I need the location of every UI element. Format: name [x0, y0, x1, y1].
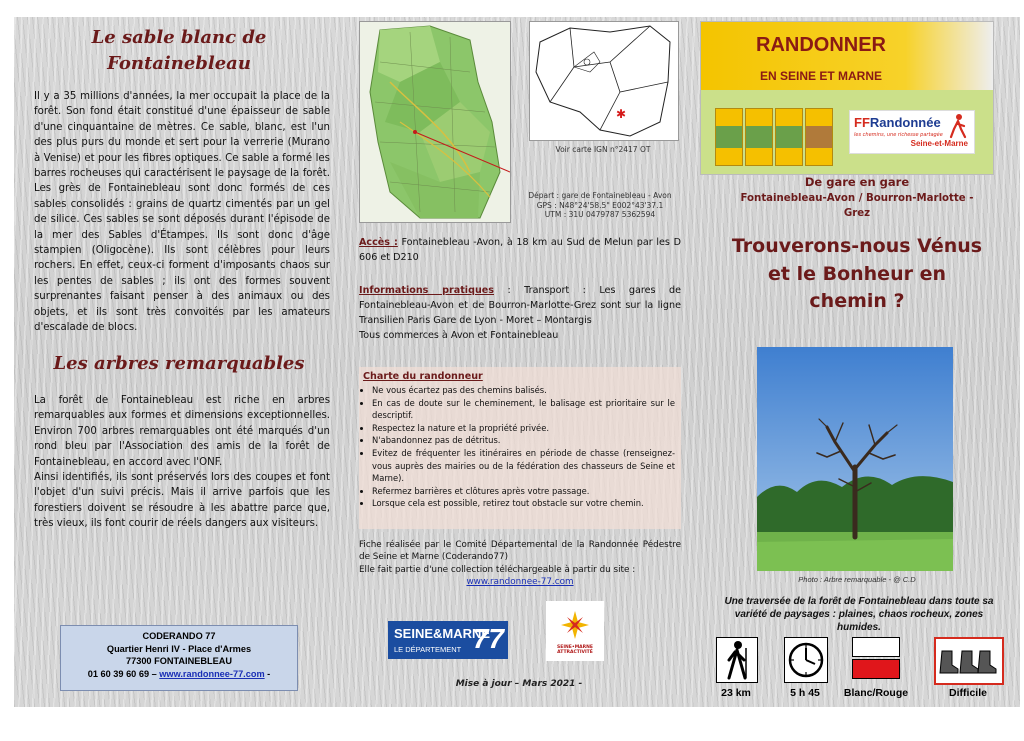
route-stats — [712, 637, 1012, 707]
route-title-block — [694, 175, 1020, 221]
gare-title: De gare en gare — [804, 175, 910, 189]
balisage-red-stripe — [852, 659, 900, 679]
contact-address: Quartier Henri IV - Place d'Armes — [106, 643, 252, 654]
fiche-website-link[interactable]: www.randonnee-77.com — [466, 577, 574, 588]
seine-et-marne-logo: SEINE&MARNE LE DÉPARTEMENT 77 — [388, 621, 508, 659]
ffrandonnee-logo: FFRandonnée les chemins, une richesse partagée Seine-et-Marne — [849, 110, 975, 154]
route-map — [359, 21, 511, 223]
topoguide-cover — [715, 108, 743, 166]
left-column — [14, 17, 344, 707]
cover-title: RANDONNER — [756, 34, 886, 56]
info-label: Informations pratiques — [359, 285, 494, 296]
contact-phone: 01 60 39 60 69 – — [87, 668, 160, 679]
contact-line: 01 60 39 60 69 – www.randonnee-77.com - — [87, 668, 271, 679]
distance-label: 23 km — [721, 687, 751, 699]
list-item: • En cas de doute sur le cheminement, le balisage est prioritaire sur le descriptif. — [372, 397, 675, 422]
topoguide-cover — [805, 108, 833, 166]
list-item: • Ne vous écartez pas des chemins balisés. — [372, 384, 675, 397]
main-title: Trouverons-nous Vénus et le Bonheur en chemin ? — [731, 235, 983, 312]
middle-column — [354, 17, 684, 707]
charte-list — [359, 384, 681, 510]
traversee-text: Une traversée de la forêt de Fontainebleau dans toute sa variété de paysages : plaines, chaos rocheux, zones humides. — [724, 596, 994, 634]
list-item: • N'abandonnez pas de détritus. — [372, 434, 675, 447]
ign-caption: Voir carte IGN n°2417 OT — [555, 145, 651, 154]
list-item: • Respectez la nature et la propriété privée. — [372, 422, 675, 435]
contact-website-link[interactable]: www.randonnee-77.com — [159, 668, 265, 679]
depart-info: Départ : gare de Fontainebleau - Avon GPS : N48°24'58.5" E002°43'37.1 UTM : 31U 0479787 5362594 — [528, 191, 672, 219]
arbres-text-1: La forêt de Fontainebleau est riche en arbres remarquables aux formes et dimensions exceptionnelles. Environ 700 arbres remarquables ont été marqués d'un rond bleu par l'Association des amis de la forêt de Fontainebleau, en accord avec l'ONF. — [34, 395, 330, 468]
attractivite-logo: SEINE•MARNE ATTRACTIVITÉ — [546, 601, 604, 661]
remarkable-tree-photo — [757, 347, 953, 571]
acces-label: Accès : — [359, 237, 398, 248]
difficulte-label: Difficile — [949, 687, 987, 699]
update-date: Mise à jour – Mars 2021 - — [455, 679, 583, 689]
right-column — [694, 17, 1020, 707]
balisage-label: Blanc/Rouge — [843, 687, 909, 699]
acces-block: Accès : Fontainebleau -Avon, à 18 km au Sud de Melun par les D 606 et D210 — [359, 237, 681, 263]
topoguide-cover — [745, 108, 773, 166]
svg-text:✱: ✱ — [616, 107, 627, 121]
hiker-icon — [716, 637, 758, 683]
brochure-page — [14, 17, 1020, 707]
list-item: • Refermez barrières et clôtures après votre passage. — [372, 485, 675, 498]
info-block: Informations pratiques : Transport : Les gares de Fontainebleau-Avon et de Bourron-Marlotte-Grez sont sur la ligne Transilien Paris Gare de Lyon - Moret – Montargis Tous commerces à Avon et Fontainebleau — [359, 285, 681, 341]
list-item: • Lorsque cela est possible, retirez tout obstacle sur votre chemin. — [372, 497, 675, 510]
contact-box — [60, 625, 298, 691]
sable-text: Il y a 35 millions d'années, la mer occupait la place de la forêt. Son fond était constitué d'une épaisseur de sable d'une cinquantaine de mètres. Ce sable, blanc, est l'un des plus purs du monde et sert pour la verrerie (Murano à Venise) et pour les fibres optiques. Ce sable a formé les barres rocheuses qui caractérisent le paysage de la forêt. Les grès de Fontainebleau sont donc formés de ces sables consolidés : grains de quartz cimentés par un gel de silice. Ces sables se sont déposés durant l'épisode de la mer des Sables d'Étampes. Ils sont donc d'âge stampien (Oligocène). Ils sont célèbres pour leurs rochers. En effet, ceux-ci forment d'imposants chaos sur les pentes de sables ; ils ont des formes souvent surprenantes faisant penser à des animaux ou des objets, et ils sont très convoités par les amateurs d'escalade de blocs. — [34, 91, 330, 334]
charte-title: Charte du randonneur — [363, 371, 483, 382]
fiche-block: Fiche réalisée par le Comité Départemental de la Randonnée Pédestre de Seine et Marne (Coderando77) Elle fait partie d'une collection téléchargeable à partir du site : www.randonnee-77.com — [359, 540, 681, 588]
contact-name: CODERANDO 77 — [142, 631, 216, 641]
sable-title: Le sable blanc de Fontainebleau — [91, 27, 267, 74]
hiker-logo-icon — [948, 113, 968, 139]
charte-box — [359, 367, 681, 529]
arbres-title: Les arbres remarquables — [53, 353, 305, 374]
boots-icon — [934, 637, 1004, 685]
topoguide-cover — [775, 108, 803, 166]
cover-banner — [700, 21, 994, 175]
balisage-white-stripe — [852, 637, 900, 657]
photo-caption: Photo : Arbre remarquable - @ C.D — [798, 575, 916, 584]
gare-subtitle: Fontainebleau-Avon / Bourron-Marlotte - Grez — [740, 193, 974, 219]
cover-subtitle: EN SEINE ET MARNE — [759, 69, 882, 83]
ile-de-france-map — [529, 21, 679, 141]
contact-city: 77300 FONTAINEBLEAU — [125, 656, 233, 667]
list-item: • Evitez de fréquenter les itinéraires en période de chasse (renseignez-vous auprès des mairies ou de la fédération des chasseurs de Seine et Marne). — [372, 447, 675, 485]
maps-area — [359, 21, 681, 249]
arbres-text-2: Ainsi identifiés, ils sont préservés lors des coupes et font l'objet d'un suivi précis. Mais il arrive parfois que les forestiers doivent se résoudre à les abattre parce que, très vieux, ils font courir de réels dangers aux visiteurs. — [34, 472, 330, 530]
duree-label: 5 h 45 — [790, 687, 820, 699]
clock-icon — [784, 637, 828, 683]
